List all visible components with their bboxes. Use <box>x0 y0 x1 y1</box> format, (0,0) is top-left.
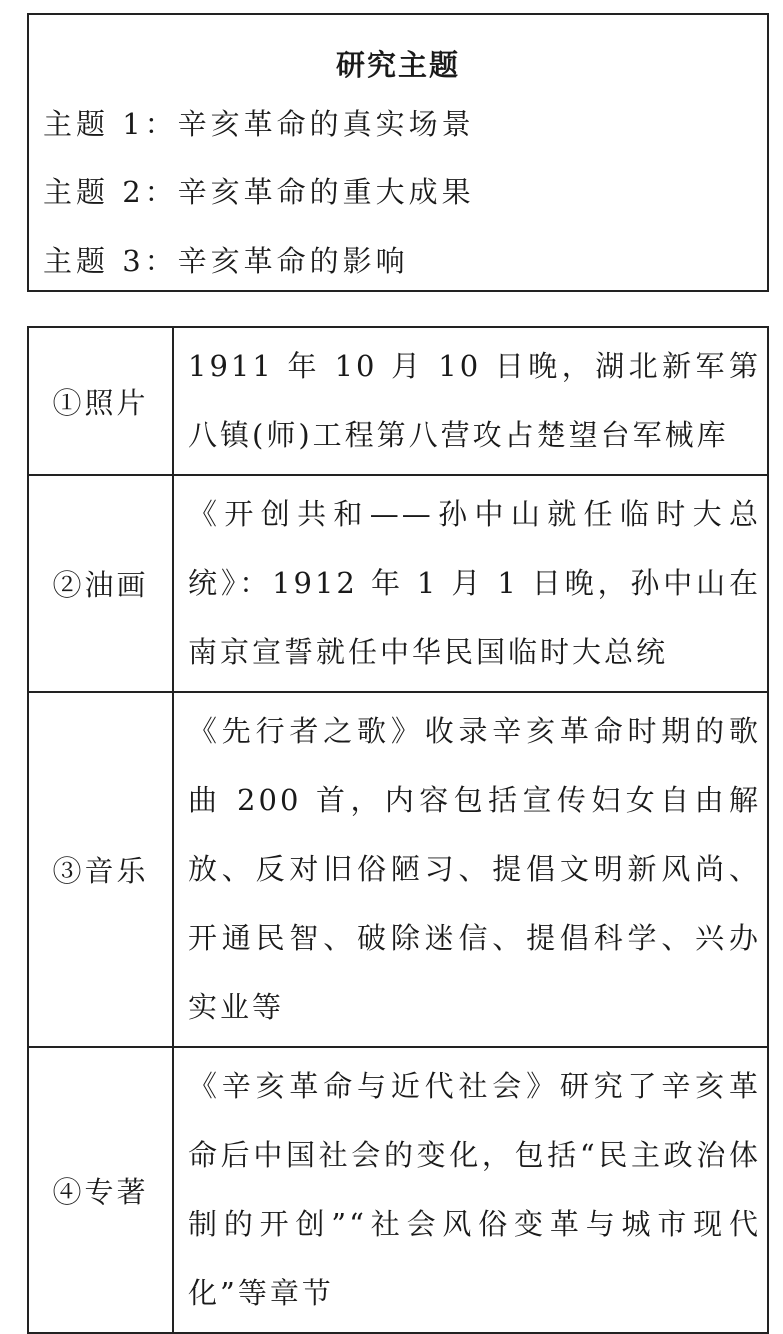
materials-table <box>27 326 769 1334</box>
material-desc-photo: 1911 年 10 月 10 日晚，湖北新军第八镇(师)工程第八营攻占楚望台军械库 <box>173 327 768 475</box>
material-label-photo: ①照片 <box>28 327 173 475</box>
table-row-photo <box>28 327 768 475</box>
topic-item-2: 主题 2：辛亥革命的重大成果 <box>43 175 475 209</box>
table-row-oil-painting <box>28 475 768 692</box>
topic-item-1: 主题 1：辛亥革命的真实场景 <box>43 107 475 141</box>
material-label-music: ③音乐 <box>28 692 173 1047</box>
material-label-oil-painting: ②油画 <box>28 475 173 692</box>
material-desc-music: 《先行者之歌》收录辛亥革命时期的歌曲 200 首，内容包括宣传妇女自由解放、反对旧俗陋习、提倡文明新风尚、开通民智、破除迷信、提倡科学、兴办实业等 <box>173 692 768 1047</box>
material-desc-oil-painting: 《开创共和——孙中山就任临时大总统》：1912 年 1 月 1 日晚，孙中山在南京宣誓就任中华民国临时大总统 <box>173 475 768 692</box>
research-topics-title: 研究主题 <box>335 48 460 82</box>
research-topics-box <box>27 13 769 292</box>
material-desc-monograph: 《辛亥革命与近代社会》研究了辛亥革命后中国社会的变化，包括“民主政治体制的开创”“社会风俗变革与城市现代化”等章节 <box>173 1047 768 1333</box>
table-row-music <box>28 692 768 1047</box>
topic-item-3: 主题 3：辛亥革命的影响 <box>43 244 409 278</box>
material-label-monograph: ④专著 <box>28 1047 173 1333</box>
table-row-monograph <box>28 1047 768 1333</box>
